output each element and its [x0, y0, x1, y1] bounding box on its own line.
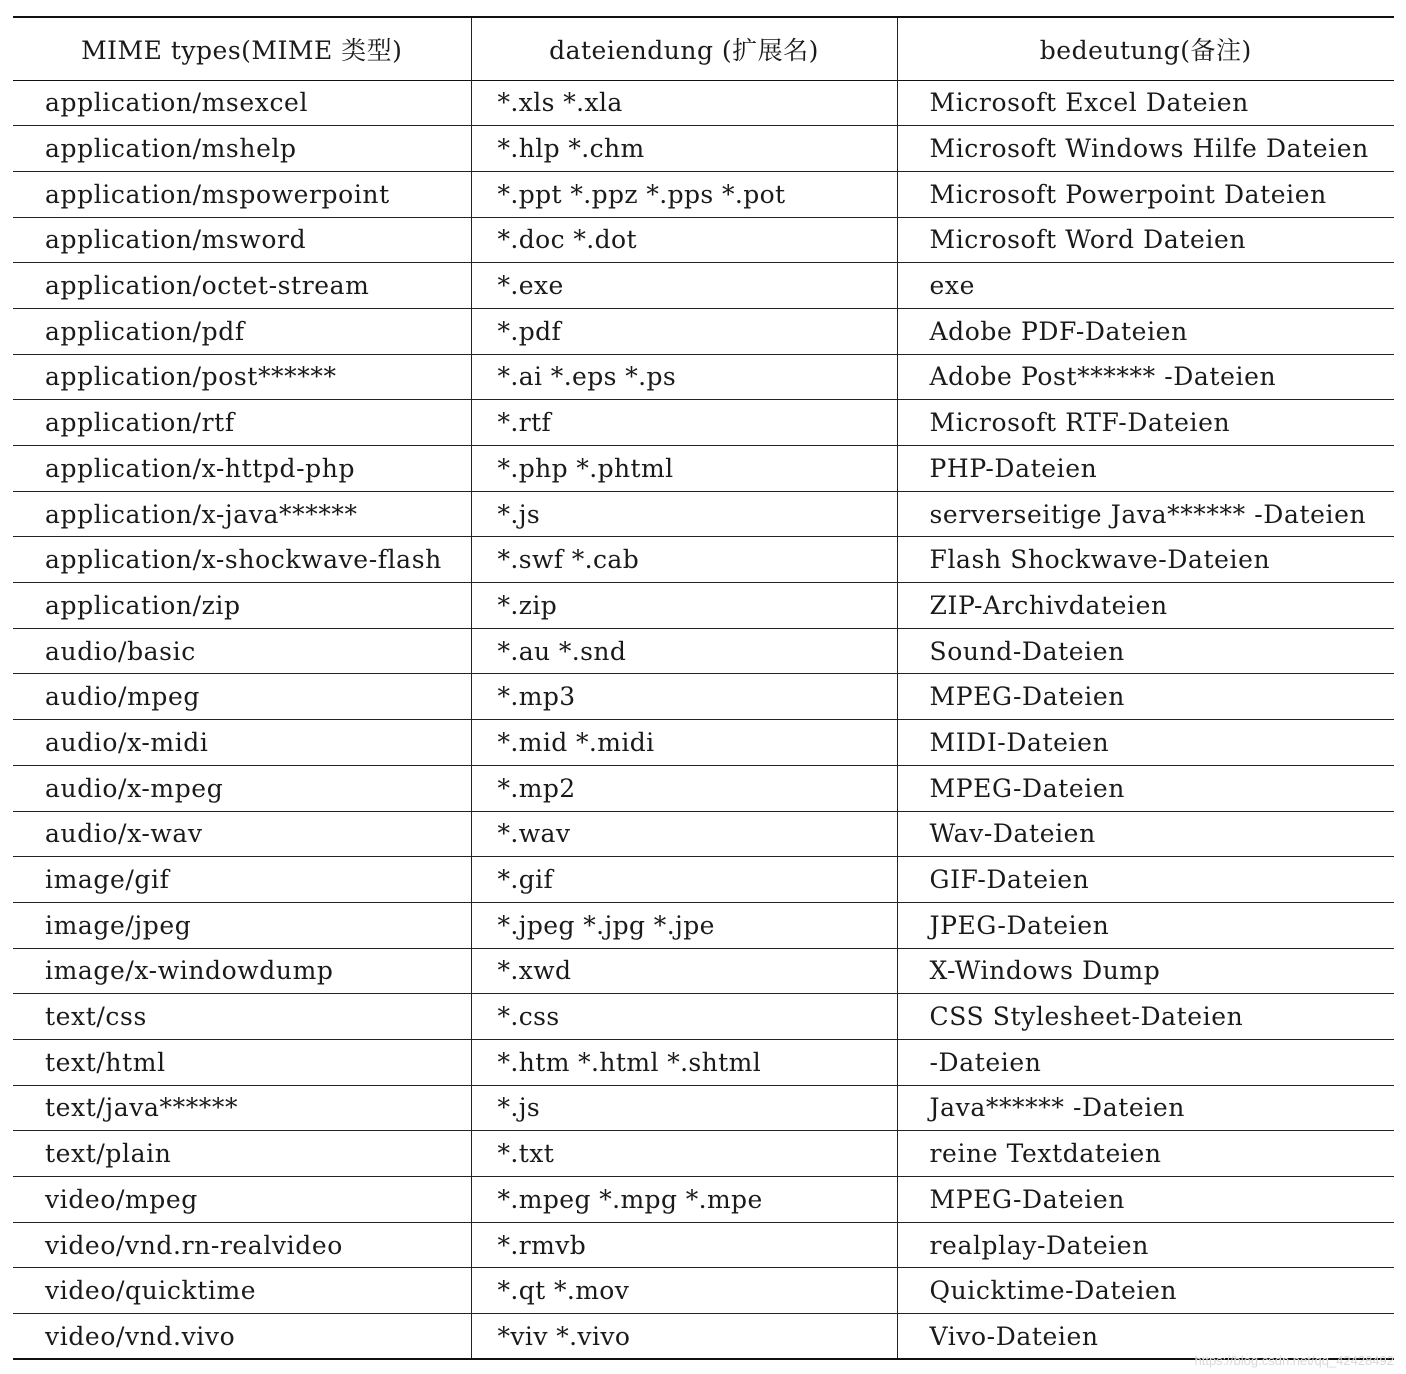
table-row	[13, 446, 1394, 492]
mime-type-cell: text/css	[45, 1002, 147, 1032]
extension-cell: *.exe	[471, 263, 897, 309]
mime-type-cell: image/gif	[45, 865, 170, 895]
table-row	[13, 171, 1394, 217]
header-mime-types: MIME types(MIME 类型)	[81, 35, 403, 65]
mime-type-cell: audio/mpeg	[45, 682, 200, 712]
meaning-cell: GIF-Dateien	[897, 857, 1394, 903]
extension-cell: *viv *.vivo	[471, 1314, 897, 1360]
table-row	[13, 1131, 1394, 1177]
meaning-cell: MPEG-Dateien	[897, 1177, 1394, 1223]
mime-type-cell: application/mshelp	[45, 134, 297, 164]
header-meaning: bedeutung(备注)	[897, 17, 1394, 80]
table-row	[13, 1268, 1394, 1314]
watermark: https://blog.csdn.net/qq_42428492	[1194, 1353, 1394, 1368]
mime-type-cell: application/x-shockwave-flash	[45, 545, 442, 575]
meaning-cell: Microsoft Windows Hilfe Dateien	[897, 126, 1394, 172]
extension-cell: *.rmvb	[471, 1222, 897, 1268]
meaning-cell: Microsoft Excel Dateien	[897, 80, 1394, 126]
extension-cell: *.gif	[471, 857, 897, 903]
extension-cell: *.mp2	[471, 765, 897, 811]
mime-type-cell: application/mspowerpoint	[45, 179, 390, 209]
mime-type-cell: application/zip	[45, 590, 241, 620]
mime-type-cell: application/msword	[45, 225, 307, 255]
meaning-cell: MIDI-Dateien	[897, 720, 1394, 766]
mime-type-cell: application/x-httpd-php	[45, 453, 356, 483]
extension-cell: *.ai *.eps *.ps	[471, 354, 897, 400]
table-row	[13, 857, 1394, 903]
meaning-cell: Quicktime-Dateien	[897, 1268, 1394, 1314]
mime-type-cell: application/octet-stream	[45, 271, 370, 301]
meaning-cell: -Dateien	[897, 1039, 1394, 1085]
table-row	[13, 308, 1394, 354]
extension-cell: *.htm *.html *.shtml	[471, 1039, 897, 1085]
table-row	[13, 720, 1394, 766]
table-row	[13, 1177, 1394, 1223]
table-row	[13, 537, 1394, 583]
meaning-cell: PHP-Dateien	[897, 446, 1394, 492]
mime-type-cell: audio/basic	[45, 636, 196, 666]
meaning-cell: ZIP-Archivdateien	[897, 583, 1394, 629]
meaning-cell: Microsoft RTF-Dateien	[897, 400, 1394, 446]
meaning-cell: CSS Stylesheet-Dateien	[897, 994, 1394, 1040]
table-row	[13, 948, 1394, 994]
meaning-cell: Adobe PDF-Dateien	[897, 308, 1394, 354]
extension-cell: *.mp3	[471, 674, 897, 720]
meaning-cell: Vivo-Dateien	[897, 1314, 1394, 1360]
table-row	[13, 1085, 1394, 1131]
meaning-cell: MPEG-Dateien	[897, 674, 1394, 720]
mime-type-cell: audio/x-midi	[45, 727, 209, 757]
table-row	[13, 674, 1394, 720]
table-row	[13, 765, 1394, 811]
mime-type-cell: application/rtf	[45, 408, 235, 438]
extension-cell: *.swf *.cab	[471, 537, 897, 583]
table-row	[13, 126, 1394, 172]
extension-cell: *.hlp *.chm	[471, 126, 897, 172]
mime-type-cell: text/html	[45, 1047, 166, 1077]
table-row	[13, 583, 1394, 629]
meaning-cell: JPEG-Dateien	[897, 902, 1394, 948]
mime-type-cell: text/plain	[45, 1139, 172, 1169]
extension-cell: *.js	[471, 491, 897, 537]
meaning-cell: MPEG-Dateien	[897, 765, 1394, 811]
table-body	[13, 80, 1394, 1359]
meaning-cell: Microsoft Word Dateien	[897, 217, 1394, 263]
extension-cell: *.ppt *.ppz *.pps *.pot	[471, 171, 897, 217]
extension-cell: *.au *.snd	[471, 628, 897, 674]
meaning-cell: X-Windows Dump	[897, 948, 1394, 994]
mime-type-cell: application/post******	[45, 362, 337, 392]
table-row	[13, 400, 1394, 446]
table-row	[13, 811, 1394, 857]
table-row	[13, 263, 1394, 309]
meaning-cell: Sound-Dateien	[897, 628, 1394, 674]
meaning-cell: realplay-Dateien	[897, 1222, 1394, 1268]
mime-type-cell: application/msexcel	[45, 88, 309, 118]
extension-cell: *.wav	[471, 811, 897, 857]
mime-type-cell: video/vnd.vivo	[45, 1321, 236, 1351]
table-row	[13, 217, 1394, 263]
meaning-cell: reine Textdateien	[897, 1131, 1394, 1177]
mime-type-cell: image/jpeg	[45, 910, 192, 940]
extension-cell: *.jpeg *.jpg *.jpe	[471, 902, 897, 948]
mime-types-table	[13, 16, 1394, 1360]
mime-type-cell: video/vnd.rn-realvideo	[45, 1230, 343, 1260]
extension-cell: *.doc *.dot	[471, 217, 897, 263]
meaning-cell: Java****** -Dateien	[897, 1085, 1394, 1131]
table-row	[13, 80, 1394, 126]
mime-type-cell: video/quicktime	[45, 1276, 257, 1306]
meaning-cell: Microsoft Powerpoint Dateien	[897, 171, 1394, 217]
extension-cell: *.rtf	[471, 400, 897, 446]
mime-type-cell: application/pdf	[45, 316, 245, 346]
table-row	[13, 491, 1394, 537]
extension-cell: *.zip	[471, 583, 897, 629]
table-row	[13, 902, 1394, 948]
table-header	[13, 17, 1394, 80]
mime-type-cell: image/x-windowdump	[45, 956, 334, 986]
table-row	[13, 1314, 1394, 1360]
mime-type-cell: text/java******	[45, 1093, 239, 1123]
mime-type-cell: audio/x-mpeg	[45, 773, 224, 803]
header-row	[13, 17, 1394, 80]
table-row	[13, 994, 1394, 1040]
table-row	[13, 354, 1394, 400]
extension-cell: *.txt	[471, 1131, 897, 1177]
meaning-cell: Wav-Dateien	[897, 811, 1394, 857]
extension-cell: *.xwd	[471, 948, 897, 994]
meaning-cell: exe	[897, 263, 1394, 309]
table-row	[13, 1222, 1394, 1268]
mime-type-cell: video/mpeg	[45, 1184, 198, 1214]
extension-cell: *.qt *.mov	[471, 1268, 897, 1314]
extension-cell: *.mpeg *.mpg *.mpe	[471, 1177, 897, 1223]
table-row	[13, 628, 1394, 674]
extension-cell: *.pdf	[471, 308, 897, 354]
header-extension: dateiendung (扩展名)	[471, 17, 897, 80]
meaning-cell: serverseitige Java****** -Dateien	[897, 491, 1394, 537]
extension-cell: *.css	[471, 994, 897, 1040]
table-row	[13, 1039, 1394, 1085]
extension-cell: *.xls *.xla	[471, 80, 897, 126]
extension-cell: *.php *.phtml	[471, 446, 897, 492]
extension-cell: *.mid *.midi	[471, 720, 897, 766]
mime-type-cell: application/x-java******	[45, 499, 358, 529]
meaning-cell: Adobe Post****** -Dateien	[897, 354, 1394, 400]
mime-type-cell: audio/x-wav	[45, 819, 203, 849]
extension-cell: *.js	[471, 1085, 897, 1131]
meaning-cell: Flash Shockwave-Dateien	[897, 537, 1394, 583]
